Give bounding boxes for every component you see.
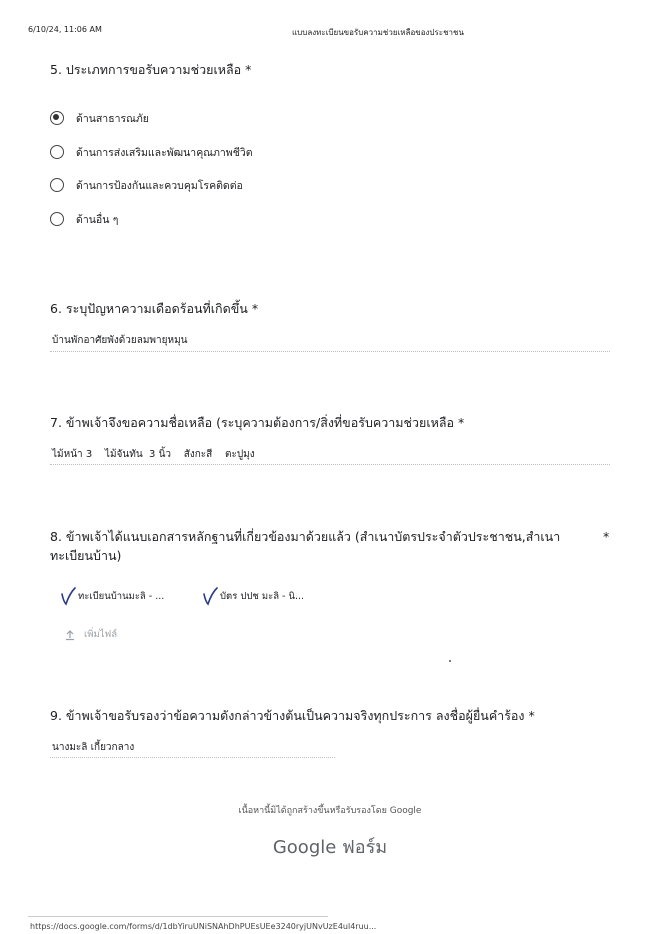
radio-option-label: ด้านอื่น ๆ: [76, 213, 119, 226]
answer-underline: [50, 757, 335, 758]
required-asterisk: *: [528, 708, 535, 723]
scan-speck: [449, 660, 451, 662]
question-8-title: 8. ข้าพเจ้าได้แนบเอกสารหลักฐานที่เกี่ยวข้องมาด้วยแล้ว (สำเนาบัตรประจำตัวประชาชน,สำเนา ทะเบียนบ้าน): [50, 529, 561, 563]
question-5-title: 5. ประเภทการขอรับความช่วยเหลือ *: [50, 62, 252, 77]
radio-unchecked-icon[interactable]: [50, 178, 64, 192]
radio-option-4[interactable]: [50, 209, 118, 229]
required-asterisk: *: [245, 62, 252, 77]
question-9-answer[interactable]: นางมะลิ เกี้ยวกลาง: [52, 742, 135, 753]
radio-option-3[interactable]: [50, 175, 243, 195]
add-file-label: เพิ่มไฟล์: [84, 629, 118, 640]
answer-underline: [50, 351, 610, 352]
radio-option-label: ด้านการส่งเสริมและพัฒนาคุณภาพชีวิต: [76, 146, 253, 159]
upload-icon: [64, 629, 76, 641]
page-url: https://docs.google.com/forms/d/1dbYiruUNiSNAhDhPUEsUEe3240ryjUNvUzE4ul4ruu...: [30, 922, 377, 931]
print-date: 6/10/24, 11:06 AM: [28, 25, 102, 34]
question-7-answer[interactable]: ไม้หน้า 3 ไม้จันทัน 3 นิ้ว สังกะสี ตะปูมุง: [52, 449, 255, 460]
radio-checked-icon[interactable]: [50, 111, 64, 125]
required-asterisk: *: [603, 529, 610, 544]
radio-unchecked-icon[interactable]: [50, 212, 64, 226]
google-disclaimer: เนื้อหานี้มิได้ถูกสร้างขึ้นหรือรับรองโดย Google: [238, 806, 422, 816]
file-name: บัตร ปปช มะลิ - นิ...: [220, 590, 305, 602]
radio-option-2[interactable]: [50, 142, 253, 162]
question-7-title: 7. ข้าพเจ้าจึงขอความชื่อเหลือ (ระบุความต้องการ/สิ่งที่ขอรับความช่วยเหลือ *: [50, 415, 465, 430]
required-asterisk: *: [251, 301, 259, 316]
file-name: ทะเบียนบ้านมะลิ - ...: [78, 590, 165, 602]
print-header-title: แบบลงทะเบียนขอรับความช่วยเหลือของประชาชน: [292, 28, 464, 37]
google-forms-logo: Google ฟอร์ม: [272, 837, 388, 858]
required-asterisk: *: [458, 415, 465, 430]
add-file-button[interactable]: [64, 627, 117, 642]
handwritten-check-icon: [60, 586, 76, 606]
answer-underline: [50, 464, 610, 465]
question-9-title: 9. ข้าพเจ้าขอรับรองว่าข้อความดังกล่าวข้างต้นเป็นความจริงทุกประการ ลงชื่อผู้ยื่นคำร้อง *: [50, 708, 535, 723]
radio-option-label: ด้านสาธารณภัย: [76, 112, 149, 125]
radio-unchecked-icon[interactable]: [50, 145, 64, 159]
radio-option-1[interactable]: [50, 108, 149, 128]
question-6-answer[interactable]: บ้านพักอาศัยพังด้วยลมพายุหมุน: [52, 335, 188, 346]
attached-file-1[interactable]: [60, 586, 164, 606]
attached-file-2[interactable]: [202, 586, 304, 606]
question-6-title: 6. ระบุปัญหาความเดือดร้อนที่เกิดขึ้น *: [50, 301, 259, 316]
radio-option-label: ด้านการป้องกันและควบคุมโรคติดต่อ: [76, 179, 243, 192]
divider: [28, 916, 328, 917]
handwritten-check-icon: [202, 586, 218, 606]
